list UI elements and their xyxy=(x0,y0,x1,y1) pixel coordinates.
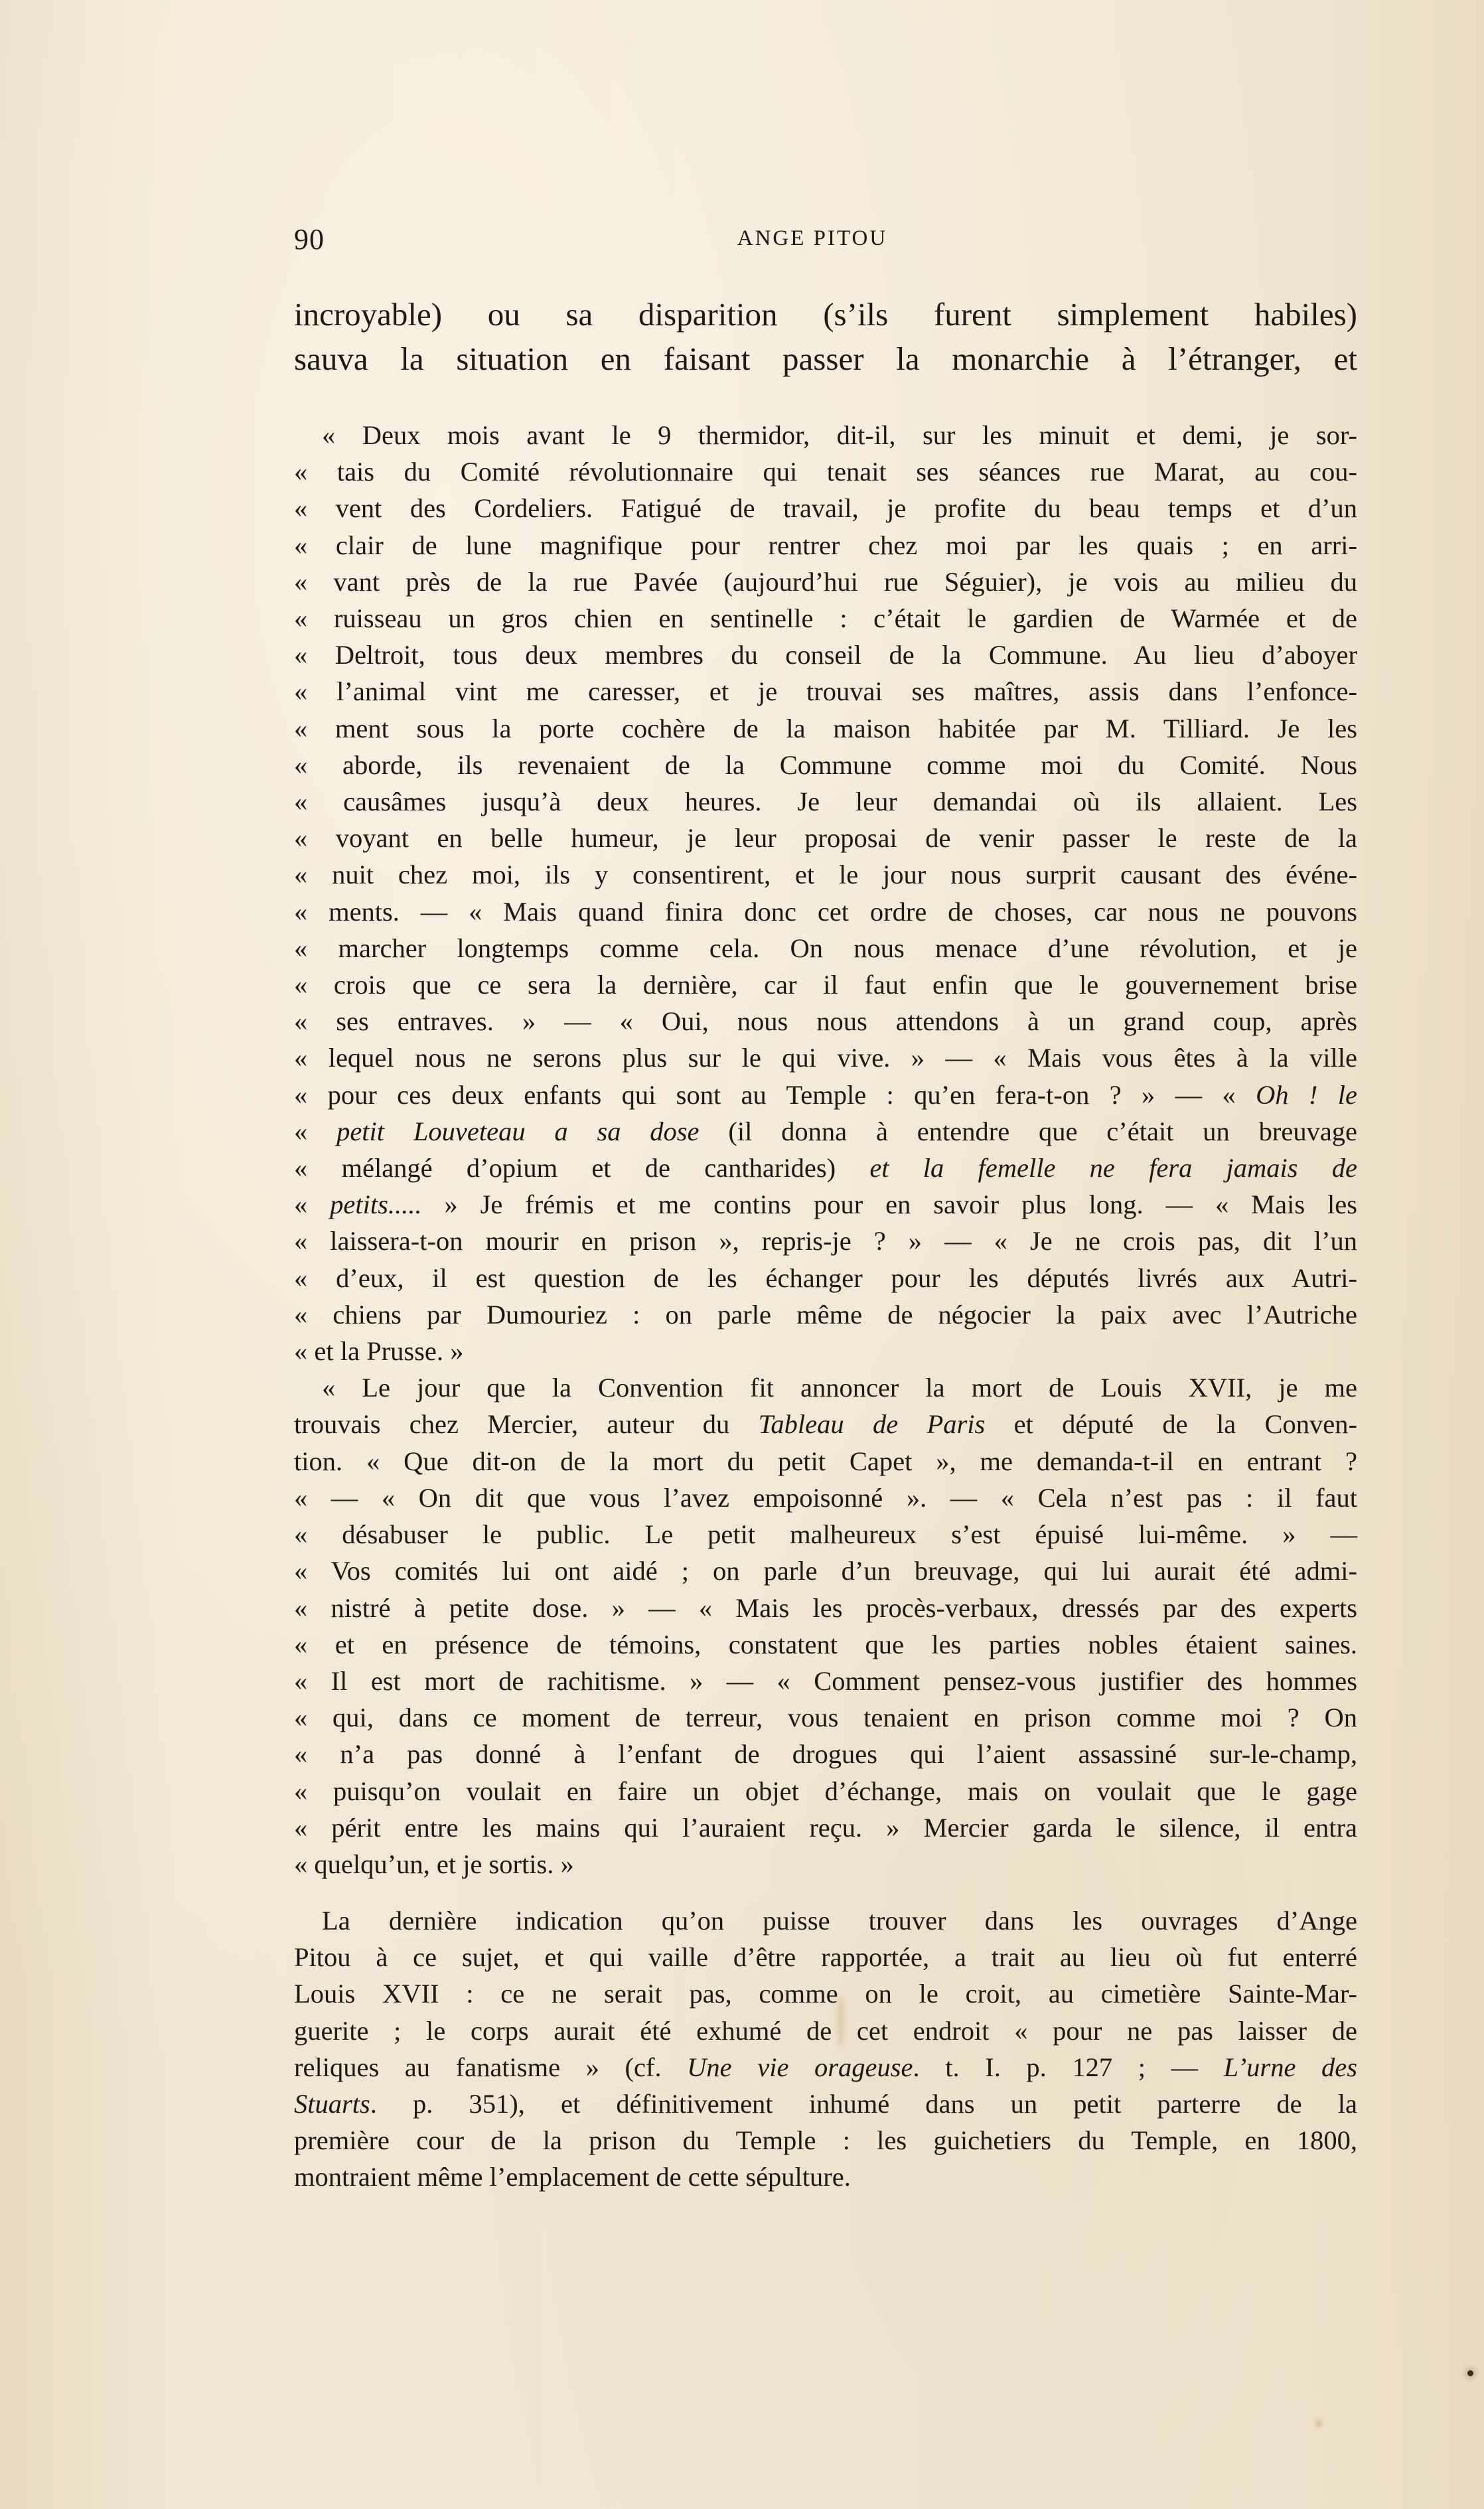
text-line xyxy=(294,1902,1357,1939)
text-segment: « xyxy=(294,1189,331,1220)
text-segment: « d’eux, il est question de les échanger pour les députés livrés aux Autri- xyxy=(294,1262,1357,1293)
text-segment: « périt entre les mains qui l’auraient reçu. » Mercier garda le silence, il entra xyxy=(294,1812,1357,1843)
text-line xyxy=(294,1333,1357,1369)
text-segment: (il donna à entendre que c’était un breuvage xyxy=(699,1116,1358,1146)
paper-speck xyxy=(1315,2419,1322,2427)
text-line xyxy=(294,564,1357,600)
lead-paragraph xyxy=(294,292,1357,381)
italic-text: Tableau de Paris xyxy=(758,1409,986,1440)
text-segment: « et en présence de témoins, constatent que les parties nobles étaient saines. xyxy=(294,1629,1357,1659)
italic-text: Stuarts xyxy=(294,2089,370,2119)
text-line xyxy=(294,1039,1357,1076)
text-segment: tion. « Que dit-on de la mort du petit Capet », me demanda-t-il en entrant ? xyxy=(294,1446,1357,1476)
text-segment: « ruisseau un gros chien en sentinelle : c’était le gardien de Warmée et de xyxy=(294,603,1357,634)
italic-text: petit Louveteau a sa dose xyxy=(336,1116,700,1146)
text-segment: reliques au fanatisme » (cf. xyxy=(294,2052,688,2082)
text-segment: « Deux mois avant le 9 thermidor, dit-il, sur les minuit et demi, je sor- xyxy=(322,420,1357,450)
italic-text: Une vie orageuse xyxy=(687,2052,913,2082)
text-line xyxy=(294,1113,1357,1150)
text-line xyxy=(294,1150,1357,1186)
text-line xyxy=(294,856,1357,893)
text-segment: La dernière indication qu’on puisse trouver dans les ouvrages d’Ange xyxy=(322,1906,1357,1936)
text-line xyxy=(294,2159,1357,2195)
text-segment: « voyant en belle humeur, je leur proposai de venir passer le reste de la xyxy=(294,823,1357,854)
text-line xyxy=(294,1939,1357,1975)
text-line xyxy=(294,1975,1357,2012)
text-segment: « xyxy=(294,1116,337,1146)
text-segment: » Je frémis et me contins pour en savoir plus long. — « Mais les xyxy=(421,1189,1358,1220)
text-line xyxy=(294,453,1357,490)
text-segment: « n’a pas donné à l’enfant de drogues qui l’aient assassiné sur-le-champ, xyxy=(294,1739,1357,1770)
text-line xyxy=(294,930,1357,966)
text-line xyxy=(294,1077,1357,1113)
text-line xyxy=(294,1590,1357,1626)
text-segment: première cour de la prison du Temple : les guichetiers du Temple, en 1800, xyxy=(294,2125,1357,2156)
text-segment: « aborde, ils revenaient de la Commune comme moi du Comité. Nous xyxy=(294,749,1357,780)
text-line xyxy=(294,490,1357,526)
text-segment: « ses entraves. » — « Oui, nous nous attendons à un grand coup, après xyxy=(294,1006,1357,1037)
text-line xyxy=(294,1553,1357,1589)
text-segment: « chiens par Dumouriez : on parle même de négocier la paix avec l’Autriche xyxy=(294,1299,1357,1330)
text-segment: « clair de lune magnifique pour rentrer chez moi par les quais ; en arri- xyxy=(294,530,1357,560)
text-segment: « vant près de la rue Pavée (aujourd’hui rue Séguier), je vois au milieu du xyxy=(294,566,1357,597)
text-segment: « causâmes jusqu’à deux heures. Je leur demandai où ils allaient. Les xyxy=(294,787,1357,817)
running-title: ANGE PITOU xyxy=(737,226,888,250)
text-segment: « Il est mort de rachitisme. » — « Comment pensez-vous justifier des hommes xyxy=(294,1665,1357,1696)
text-segment: guerite ; le corps aurait été exhumé de cet endroit « pour ne pas laisser de xyxy=(294,2015,1357,2046)
text-line xyxy=(294,2122,1357,2159)
text-segment: « puisqu’on voulait en faire un objet d’échange, mais on voulait que le gage xyxy=(294,1776,1357,1806)
text-segment: « nistré à petite dose. » — « Mais les procès-verbaux, dressés par des experts xyxy=(294,1592,1357,1623)
text-line xyxy=(294,1296,1357,1333)
text-segment: « mélangé d’opium et de cantharides) xyxy=(294,1153,870,1183)
text-line xyxy=(294,1480,1357,1516)
text-segment: « Le jour que la Convention fit annoncer la mort de Louis XVII, je me xyxy=(322,1373,1357,1403)
text-line xyxy=(294,893,1357,930)
text-segment: « laissera-t-on mourir en prison », repris-je ? » — « Je ne crois pas, dit l’un xyxy=(294,1226,1357,1256)
text-line xyxy=(294,1406,1357,1442)
text-line xyxy=(294,1736,1357,1772)
text-line: sauva la situation en faisant passer la monarchie à l’étranger, et xyxy=(294,341,1357,377)
text-segment: « — « On dit que vous l’avez empoisonné ». — « Cela n’est pas : il faut xyxy=(294,1482,1357,1513)
text-line xyxy=(294,1809,1357,1846)
text-line xyxy=(294,747,1357,783)
text-line xyxy=(294,600,1357,637)
text-line xyxy=(294,417,1357,453)
text-segment: « pour ces deux enfants qui sont au Temple : qu’en fera-t-on ? » — « xyxy=(294,1079,1256,1110)
text-segment: « nuit chez moi, ils y consentirent, et le jour nous surprit causant des événe- xyxy=(294,860,1357,890)
text-segment: montraient même l’emplacement de cette sépulture. xyxy=(294,2162,851,2192)
text-segment: . p. 351), et définitivement inhumé dans un petit parterre de la xyxy=(370,2089,1357,2119)
closing-paragraph xyxy=(294,1902,1357,2196)
text-segment: « qui, dans ce moment de terreur, vous tenaient en prison comme moi ? On xyxy=(294,1703,1357,1733)
paper-speck xyxy=(1467,2370,1473,2376)
text-line xyxy=(294,1663,1357,1699)
text-line xyxy=(294,1773,1357,1809)
text-segment: « désabuser le public. Le petit malheureux s’est épuisé lui-même. » — xyxy=(294,1519,1357,1550)
text-segment: « ments. — « Mais quand finira donc cet ordre de choses, car nous ne pouvons xyxy=(294,896,1357,927)
text-line xyxy=(294,2086,1357,2122)
text-line xyxy=(294,637,1357,673)
text-segment: . t. I. p. 127 ; — xyxy=(913,2052,1224,2082)
text-segment: « tais du Comité révolutionnaire qui tenait ses séances rue Marat, au cou- xyxy=(294,457,1357,487)
text-line xyxy=(294,1516,1357,1553)
text-segment: « crois que ce sera la dernière, car il faut enfin que le gouvernement brise xyxy=(294,970,1357,1000)
text-segment: « quelqu’un, et je sortis. » xyxy=(294,1849,574,1879)
text-segment: trouvais chez Mercier, auteur du xyxy=(294,1409,759,1440)
text-line xyxy=(294,820,1357,856)
text-line xyxy=(294,966,1357,1003)
text-segment: « vent des Cordeliers. Fatigué de travail, je profite du beau temps et d’un xyxy=(294,493,1357,524)
text-line xyxy=(294,1699,1357,1736)
text-segment: « Deltroit, tous deux membres du conseil de la Commune. Au lieu d’aboyer xyxy=(294,640,1357,670)
running-head xyxy=(294,222,1357,262)
text-line xyxy=(294,1443,1357,1480)
text-line xyxy=(294,1369,1357,1406)
quoted-testimony-block xyxy=(294,417,1357,1882)
text-line xyxy=(294,2049,1357,2086)
text-line xyxy=(294,783,1357,820)
paper-stain xyxy=(838,1995,844,2048)
text-line xyxy=(294,1186,1357,1223)
text-line xyxy=(294,1846,1357,1882)
italic-text: et la femelle ne fera jamais de xyxy=(869,1153,1357,1183)
text-segment: Louis XVII : ce ne serait pas, comme on le croit, au cimetière Sainte-Mar- xyxy=(294,1979,1357,2009)
text-segment: « lequel nous ne serons plus sur le qui vive. » — « Mais vous êtes à la ville xyxy=(294,1043,1357,1073)
text-line: incroyable) ou sa disparition (s’ils furent simplement habiles) xyxy=(294,296,1357,333)
page-number: 90 xyxy=(294,223,325,256)
text-line xyxy=(294,1626,1357,1663)
text-segment: « Vos comités lui ont aidé ; on parle d’un breuvage, qui lui aurait été admi- xyxy=(294,1556,1357,1586)
text-line xyxy=(294,673,1357,710)
text-line xyxy=(294,2013,1357,2049)
text-line xyxy=(294,1223,1357,1259)
italic-text: petits..... xyxy=(330,1189,422,1220)
text-segment: Pitou à ce sujet, et qui vaille d’être rapportée, a trait au lieu où fut enterré xyxy=(294,1942,1357,1973)
text-line xyxy=(294,1003,1357,1039)
italic-text: L’urne des xyxy=(1223,2052,1357,2082)
text-line xyxy=(294,1260,1357,1296)
text-segment: « ment sous la porte cochère de la maison habitée par M. Tilliard. Je les xyxy=(294,713,1357,743)
text-segment: « et la Prusse. » xyxy=(294,1336,464,1367)
text-line xyxy=(294,710,1357,747)
text-segment: « l’animal vint me caresser, et je trouvai ses maîtres, assis dans l’enfonce- xyxy=(294,676,1357,707)
text-segment: « marcher longtemps comme cela. On nous menace d’une révolution, et je xyxy=(294,933,1357,963)
text-line xyxy=(294,527,1357,564)
text-segment: et député de la Conven- xyxy=(985,1409,1357,1440)
italic-text: Oh ! le xyxy=(1256,1079,1357,1110)
